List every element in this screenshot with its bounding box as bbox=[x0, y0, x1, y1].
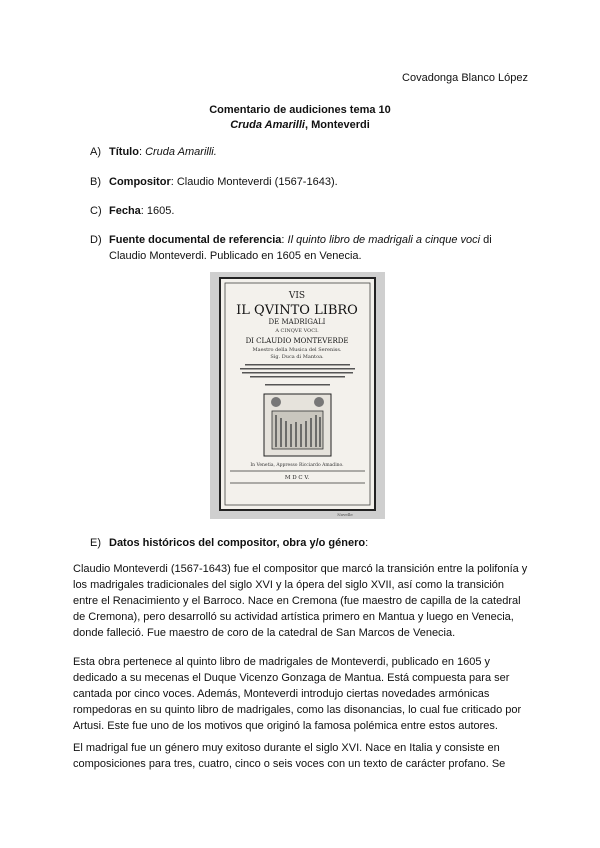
item-datos-historicos bbox=[90, 535, 368, 551]
item-value-line2: Claudio Monteverdi. Publicado en 1605 en Venecia. bbox=[109, 250, 362, 262]
item-letter: A) bbox=[90, 146, 101, 158]
cover-title: IL QVINTO LIBRO bbox=[236, 303, 358, 318]
paragraph-1: Claudio Monteverdi (1567-1643) fue el compositor que marcó la transición entre la polifonía y los madrigales tradicionales del siglo XVI y la ópera del siglo XVII, así como la transición entre el Renacimiento y el Barroco. Nace en Cremona (fue maestro de capilla de la catedral de Cremona), pero desarrolló su actividad artística primero en Mantua y luego en Venecia, donde falleció. Fue maestro de coro de la catedral de San Marcos de Venecia. bbox=[73, 563, 528, 639]
item-compositor bbox=[90, 174, 338, 190]
title-line-2 bbox=[0, 118, 600, 133]
document-title bbox=[0, 103, 600, 133]
cover-bottom: Novelle bbox=[337, 512, 353, 517]
book-cover-illustration bbox=[210, 272, 385, 519]
item-value: : Claudio Monteverdi (1567-1643). bbox=[170, 176, 338, 188]
item-value: Cruda Amarilli. bbox=[145, 146, 217, 158]
cover-imprint: In Venetia, Appresso Ricciardo Amadino. bbox=[250, 463, 344, 468]
paragraph-3: El madrigal fue un género muy exitoso durante el siglo XVI. Nace en Italia y consiste en composiciones para tres, cuatro, cinco o seis voces con un texto de carácter profano. Se bbox=[73, 742, 506, 770]
item-fuente bbox=[90, 232, 492, 264]
item-separator: : bbox=[138, 146, 146, 158]
book-cover-image bbox=[210, 272, 385, 519]
cover-composer: DI CLAUDIO MONTEVERDE bbox=[245, 337, 349, 345]
item-letter: E) bbox=[90, 537, 101, 549]
cover-duke: Sig. Duca di Mantoa. bbox=[270, 354, 324, 360]
organ-engraving bbox=[264, 394, 331, 456]
item-value-rest: di bbox=[480, 234, 492, 246]
cover-top: VIS bbox=[288, 291, 306, 301]
item-value: : 1605. bbox=[140, 205, 175, 217]
cover-year: M D C V. bbox=[284, 475, 310, 481]
item-label: Fecha bbox=[109, 205, 141, 217]
item-letter: D) bbox=[90, 234, 102, 246]
item-label: Título bbox=[109, 146, 139, 158]
item-label: Fuente documental de referencia bbox=[109, 234, 282, 246]
work-title: Cruda Amarilli bbox=[230, 119, 305, 131]
composer-title: , Monteverdi bbox=[304, 119, 370, 131]
item-value: Il quinto libro de madrigali a cinque voci bbox=[287, 234, 481, 246]
item-label: Compositor bbox=[109, 176, 171, 188]
cover-position: Maestro della Musica del Sereniss. bbox=[252, 347, 342, 353]
item-label: Datos históricos del compositor, obra y/o género bbox=[109, 537, 366, 549]
item-fecha bbox=[90, 203, 174, 219]
item-letter: C) bbox=[90, 205, 102, 217]
item-titulo bbox=[90, 144, 217, 160]
item-value: : bbox=[365, 537, 369, 549]
cover-voices: A CINQVE VOCI. bbox=[275, 328, 319, 334]
cover-subtitle: DE MADRIGALI bbox=[268, 318, 326, 326]
item-letter: B) bbox=[90, 176, 101, 188]
paragraph-2: Esta obra pertenece al quinto libro de madrigales de Monteverdi, publicado en 1605 y dedicado a su mecenas el Duque Vicenzo Gonzaga de Mantua. Está compuesta para ser cantada por cinco voces. Además, Monteverdi introdujo ciertas novedades armónicas rompedoras en su quinto libro de madrigales, como las disonancias, lo cual fue criticado por Artusi. Este fue uno de los motivos que originó la famosa polémica entre estos autores. bbox=[73, 656, 522, 732]
author-name: Covadonga Blanco López bbox=[402, 72, 528, 84]
title-line-1: Comentario de audiciones tema 10 bbox=[209, 104, 391, 116]
item-separator: : bbox=[281, 234, 288, 246]
